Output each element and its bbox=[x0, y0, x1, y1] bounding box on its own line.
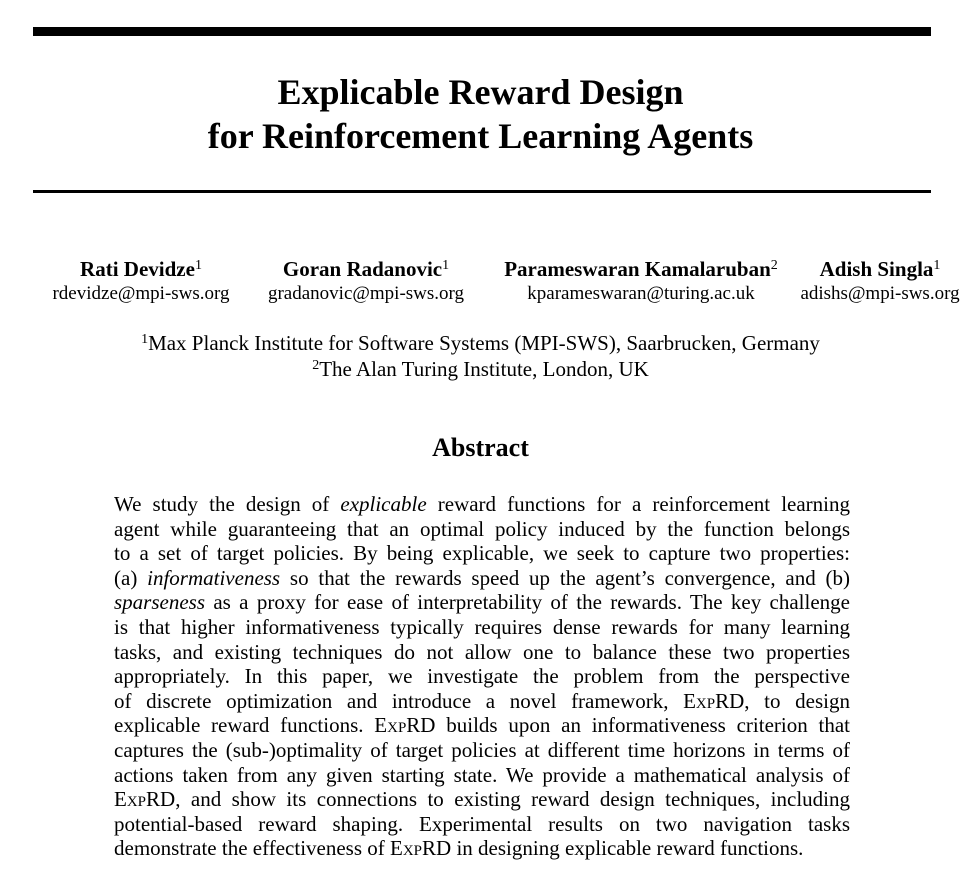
abstract-line: ExpRD, and show its connections to existing reward design techniques, including bbox=[114, 787, 850, 812]
abstract-line: sparseness as a proxy for ease of interpretability of the rewards. The key challenge bbox=[114, 590, 850, 615]
framework-name: ExpRD bbox=[374, 713, 436, 738]
affiliation-mark: 2 bbox=[770, 258, 778, 273]
author-block-2 bbox=[260, 256, 472, 306]
abstract-line: actions taken from any given starting state. We provide a mathematical analysis of bbox=[114, 762, 850, 787]
framework-name: ExpRD bbox=[114, 787, 176, 812]
affiliation-1: $^1$Max Planck Institute for Software Systems (MPI-SWS), Saarbrucken, Germany bbox=[141, 331, 820, 355]
abstract-line: captures the (sub-)optimality of target policies at different time horizons in terms of bbox=[114, 737, 850, 762]
abstract-line: agent while guaranteeing that an optimal policy induced by the function belongs bbox=[114, 516, 850, 541]
affiliation-mark: 1 bbox=[194, 258, 202, 273]
author-name: Parameswaran Kamalaruban$^2$ bbox=[504, 257, 778, 281]
top-rule bbox=[33, 27, 931, 36]
title-line-1: Explicable Reward Design bbox=[277, 72, 684, 112]
framework-name: ExpRD bbox=[390, 836, 452, 861]
paper-title bbox=[0, 70, 961, 158]
author-email: gradanovic@mpi-sws.org bbox=[267, 283, 465, 304]
author-email: adishs@mpi-sws.org bbox=[800, 283, 960, 304]
author-block-1 bbox=[45, 256, 237, 306]
abstract-heading: Abstract bbox=[432, 433, 529, 462]
abstract-line: explicable reward functions. ExpRD builds upon an informativeness criterion that bbox=[114, 713, 850, 738]
author-block-4 bbox=[794, 256, 961, 306]
affiliation-mark: 1 bbox=[933, 258, 941, 273]
author-block-3 bbox=[492, 256, 790, 306]
abstract-line: We study the design of explicable reward functions for a reinforcement learning bbox=[114, 492, 851, 516]
author-name: Rati Devidze$^1$ bbox=[80, 257, 202, 281]
title-rule bbox=[33, 190, 931, 193]
abstract-line: tasks, and existing techniques do not allow one to balance these two properties bbox=[114, 639, 850, 664]
title-line-2: for Reinforcement Learning Agents bbox=[207, 116, 754, 156]
affiliation-2: $^2$The Alan Turing Institute, London, UK bbox=[312, 357, 649, 381]
author-name: Goran Radanovic$^1$ bbox=[282, 257, 450, 281]
author-email: kparameswaran@turing.ac.uk bbox=[527, 283, 755, 304]
affiliations bbox=[0, 330, 961, 382]
abstract-line: of discrete optimization and introduce a novel framework, ExpRD, to design bbox=[114, 688, 850, 713]
abstract-line: appropriately. In this paper, we investigate the problem from the perspective bbox=[114, 664, 850, 689]
abstract-body bbox=[114, 492, 850, 861]
abstract-line: is that higher informativeness typically requires dense rewards for many learning bbox=[114, 614, 850, 639]
abstract-line: to a set of target policies. By being explicable, we seek to capture two properties: bbox=[114, 541, 850, 566]
abstract-line: demonstrate the effectiveness of ExpRD in designing explicable reward functions. bbox=[114, 836, 804, 861]
author-name: Adish Singla$^1$ bbox=[819, 257, 941, 281]
author-email: rdevidze@mpi-sws.org bbox=[52, 283, 230, 304]
abstract-line: potential-based reward shaping. Experimental results on two navigation tasks bbox=[114, 811, 850, 836]
affiliation-mark: 1 bbox=[442, 258, 450, 273]
framework-name: ExpRD bbox=[683, 688, 745, 713]
abstract-line: (a) informativeness so that the rewards speed up the agent’s convergence, and (b) bbox=[114, 565, 850, 590]
